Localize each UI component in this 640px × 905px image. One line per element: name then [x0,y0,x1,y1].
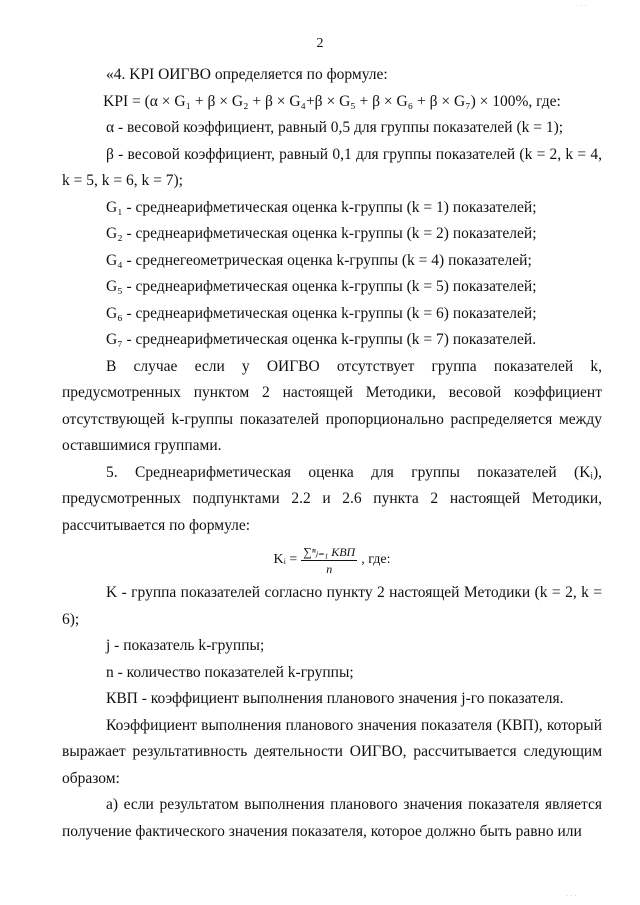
formula-ki-lhs: Kᵢ = [273,552,298,568]
formula-ki-numerator: ∑ⁿⱼ₌₁ КВП [303,545,356,559]
formula-ki [62,545,602,576]
paragraph-g5: G₅ - среднеарифметическая оценка k-группы (k = 5) показателей; [106,278,537,295]
paragraph-section-5: 5. Среднеарифметическая оценка для группы показателей (Kᵢ), предусмотренных подпунктами 2.2 и 2.6 пункта 2 настоящей Методики, рассчитывается по формуле: [62,463,602,534]
paragraph-alpha: α - весовой коэффициент, равный 0,5 для группы показателей (k = 1); [106,119,564,136]
formula-kpi: KPI = (α × G₁ + β × G₂ + β × G₄+β × G₅ + β × G₆ + β × G₇) × 100%, где: [103,92,561,110]
paragraph-k-group: K - группа показателей согласно пункту 2 настоящей Методики (k = 2, k = 6); [62,584,602,628]
paragraph-n: n - количество показателей k-группы; [106,663,354,681]
paragraph-j: j - показатель k-группы; [106,637,265,654]
paragraph-g7: G₇ - среднеарифметическая оценка k-группы (k = 7) показателей. [106,331,537,348]
paragraph-kvp-definition: Коэффициент выполнения планового значения показателя (КВП), который выражает результативность деятельности ОИГВО, рассчитывается следующим образом: [62,716,602,787]
scan-mark-bottom: · · · [566,892,577,900]
paragraph-g2: G₂ - среднеарифметическая оценка k-группы (k = 2) показателей; [106,225,537,242]
paragraph-beta: β - весовой коэффициент, равный 0,1 для группы показателей (k = 2, k = 4, k = 5, k = 6, k = 7); [62,145,602,189]
formula-ki-suffix: , где: [361,552,391,568]
paragraph-g4: G₄ - среднегеометрическая оценка k-группы (k = 4) показателей; [106,251,532,269]
page-number: 2 [316,36,324,51]
paragraph-g1: G₁ - среднеарифметическая оценка k-группы (k = 1) показателей; [106,198,537,216]
scan-mark-top: · · · [576,2,587,10]
formula-ki-fraction [301,545,357,576]
paragraph-missing-group: В случае если у ОИГВО отсутствует группа показателей k, предусмотренных пунктом 2 настоящей Методики, весовой коэффициент отсутствующей k-группы показателей пропорционально распределяется между оставшимися группами. [62,357,602,454]
paragraph-g6: G₆ - среднеарифметическая оценка k-группы (k = 6) показателей; [106,304,537,322]
body-text [62,62,602,845]
paragraph-kvp: КВП - коэффициент выполнения планового значения j-го показателя. [106,690,564,707]
paragraph-case-a: а) если результатом выполнения планового значения показателя является получение фактического значения показателя, которое должно быть равно или [62,796,602,840]
paragraph-section-4: «4. KPI ОИГВО определяется по формуле: [106,66,388,83]
formula-ki-denominator: n [326,562,333,576]
